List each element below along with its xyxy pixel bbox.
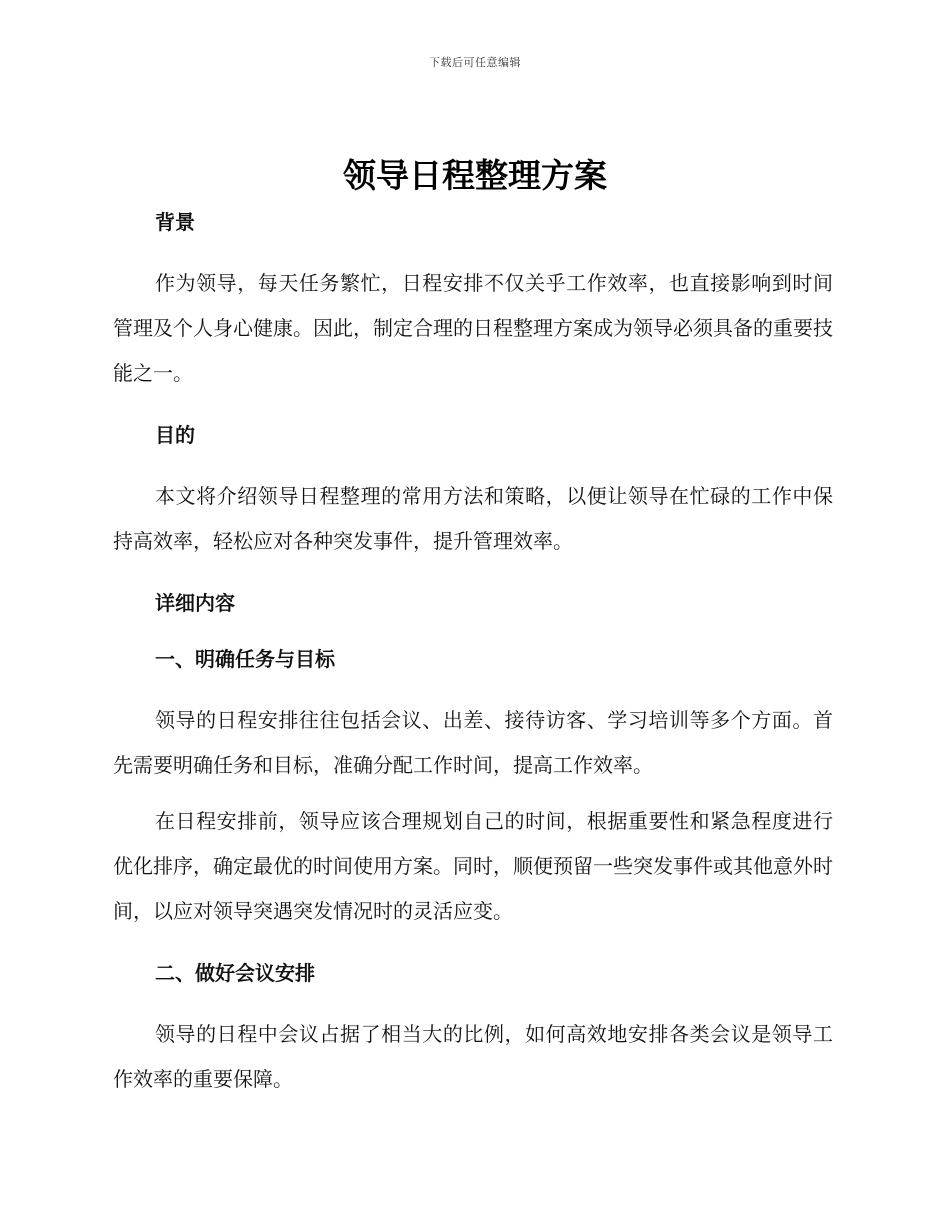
document-body — [113, 205, 833, 1102]
paragraph-part1-1: 领导的日程安排往往包括会议、出差、接待访客、学习培训等多个方面。首先需要明确任务和目标，准确分配工作时间，提高工作效率。 — [113, 708, 833, 777]
heading-purpose: 目的 — [155, 423, 195, 447]
heading-part1: 一、明确任务与目标 — [155, 647, 335, 671]
paragraph-part2-1: 领导的日程中会议占据了相当大的比例，如何高效地安排各类会议是领导工作效率的重要保障。 — [113, 1022, 833, 1091]
paragraph-purpose: 本文将介绍领导日程整理的常用方法和策略，以便让领导在忙碌的工作中保持高效率，轻松应对各种突发事件，提升管理效率。 — [113, 484, 833, 553]
heading-details: 详细内容 — [155, 591, 235, 615]
heading-part2: 二、做好会议安排 — [155, 961, 315, 985]
page-title: 领导日程整理方案 — [343, 156, 607, 195]
paragraph-part1-2: 在日程安排前，领导应该合理规划自己的时间，根据重要性和紧急程度进行优化排序，确定最优的时间使用方案。同时，顺便预留一些突发事件或其他意外时间，以应对领导突遇突发情况时的灵活应变。 — [113, 809, 833, 923]
heading-background: 背景 — [155, 210, 195, 234]
paragraph-background: 作为领导，每天任务繁忙，日程安排不仅关乎工作效率，也直接影响到时间管理及个人身心健康。因此，制定合理的日程整理方案成为领导必须具备的重要技能之一。 — [113, 271, 833, 385]
header-note: 下载后可任意编辑 — [429, 56, 521, 69]
